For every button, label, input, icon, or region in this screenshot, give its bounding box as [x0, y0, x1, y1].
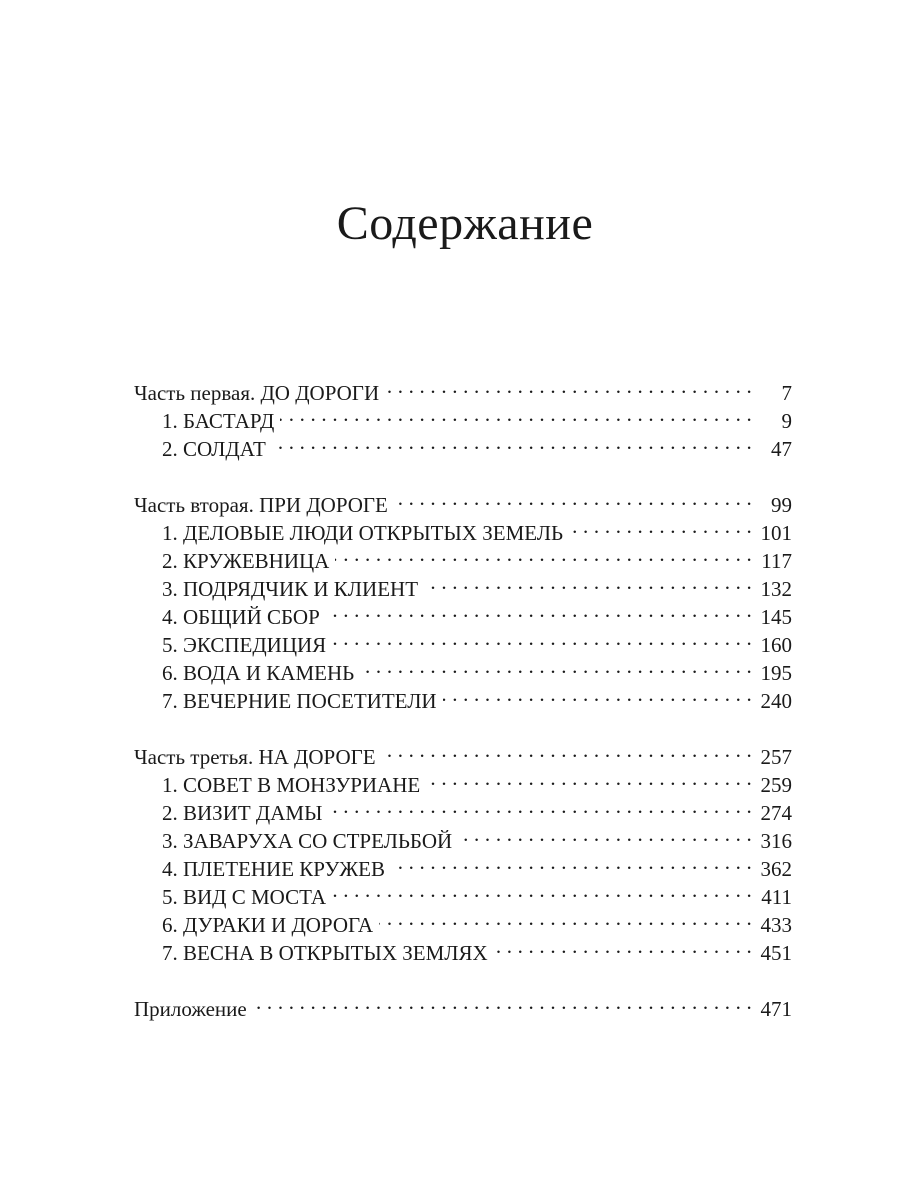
dot-leader	[443, 680, 752, 708]
toc-entry-page: 433	[752, 911, 792, 939]
toc-entry-label: 2. СОЛДАТ	[162, 435, 272, 463]
toc-entry-label: 6. ДУРАКИ И ДОРОГА	[162, 911, 379, 939]
dot-leader	[385, 372, 752, 400]
toc-entry-page: 160	[752, 631, 792, 659]
dot-leader	[394, 484, 752, 512]
toc-entry-label: 7. ВЕЧЕРНИЕ ПОСЕТИТЕЛИ	[162, 687, 443, 715]
page-title: Содержание	[336, 197, 594, 250]
toc-entry-page: 316	[752, 827, 792, 855]
toc-entry-label: 2. КРУЖЕВНИЦА	[162, 547, 335, 575]
dot-leader	[332, 876, 752, 904]
dot-leader	[426, 764, 752, 792]
toc-entry-label: 1. СОВЕТ В МОНЗУРИАНЕ	[162, 771, 426, 799]
toc-entry-page: 451	[752, 939, 792, 967]
toc-entry-page: 274	[752, 799, 792, 827]
toc-entry-label: 1. ДЕЛОВЫЕ ЛЮДИ ОТКРЫТЫХ ЗЕМЕЛЬ	[162, 519, 569, 547]
dot-leader	[332, 624, 752, 652]
toc-part-1	[134, 372, 792, 461]
table-of-contents	[134, 372, 792, 1044]
dot-leader	[335, 540, 752, 568]
dot-leader	[272, 428, 752, 456]
toc-entry[interactable]	[134, 736, 792, 769]
toc-part-2	[134, 484, 792, 713]
toc-entry-label: Часть третья. НА ДОРОГЕ	[134, 743, 382, 771]
dot-leader	[391, 848, 752, 876]
toc-entry-label: 3. ЗАВАРУХА СО СТРЕЛЬБОЙ	[162, 827, 458, 855]
toc-entry-page: 47	[752, 435, 792, 463]
toc-entry-label: 6. ВОДА И КАМЕНЬ	[162, 659, 360, 687]
dot-leader	[382, 736, 752, 764]
toc-entry-label: Часть вторая. ПРИ ДОРОГЕ	[134, 491, 394, 519]
toc-entry-page: 471	[752, 995, 792, 1023]
toc-entry-page: 7	[752, 379, 792, 407]
toc-part-appendix	[134, 988, 792, 1021]
toc-entry-page: 411	[752, 883, 792, 911]
toc-entry-page: 117	[752, 547, 792, 575]
toc-entry-label: 4. ПЛЕТЕНИЕ КРУЖЕВ	[162, 855, 391, 883]
toc-part-3	[134, 736, 792, 965]
toc-entry-page: 195	[752, 659, 792, 687]
toc-entry-label: Приложение	[134, 995, 253, 1023]
toc-entry-page: 362	[752, 855, 792, 883]
toc-entry-label: 3. ПОДРЯДЧИК И КЛИЕНТ	[162, 575, 424, 603]
dot-leader	[494, 932, 752, 960]
dot-leader	[253, 988, 752, 1016]
toc-entry-label: 1. БАСТАРД	[162, 407, 280, 435]
toc-entry-label: 5. ЭКСПЕДИЦИЯ	[162, 631, 332, 659]
dot-leader	[458, 820, 752, 848]
dot-leader	[360, 652, 752, 680]
toc-entry[interactable]	[134, 988, 792, 1021]
toc-entry[interactable]	[134, 484, 792, 517]
toc-entry-page: 9	[752, 407, 792, 435]
dot-leader	[328, 792, 752, 820]
toc-entry-label: 7. ВЕСНА В ОТКРЫТЫХ ЗЕМЛЯХ	[162, 939, 494, 967]
dot-leader	[379, 904, 752, 932]
dot-leader	[569, 512, 752, 540]
toc-entry-page: 101	[752, 519, 792, 547]
toc-entry-page: 259	[752, 771, 792, 799]
toc-entry-page: 99	[752, 491, 792, 519]
toc-entry-page: 240	[752, 687, 792, 715]
toc-entry-label: 5. ВИД С МОСТА	[162, 883, 332, 911]
toc-entry-label: 2. ВИЗИТ ДАМЫ	[162, 799, 328, 827]
dot-leader	[280, 400, 752, 428]
toc-entry[interactable]	[134, 372, 792, 405]
toc-entry-page: 257	[752, 743, 792, 771]
toc-entry-label: 4. ОБЩИЙ СБОР	[162, 603, 326, 631]
toc-entry-page: 132	[752, 575, 792, 603]
dot-leader	[326, 596, 752, 624]
toc-entry-page: 145	[752, 603, 792, 631]
toc-entry-label: Часть первая. ДО ДОРОГИ	[134, 379, 385, 407]
dot-leader	[424, 568, 752, 596]
